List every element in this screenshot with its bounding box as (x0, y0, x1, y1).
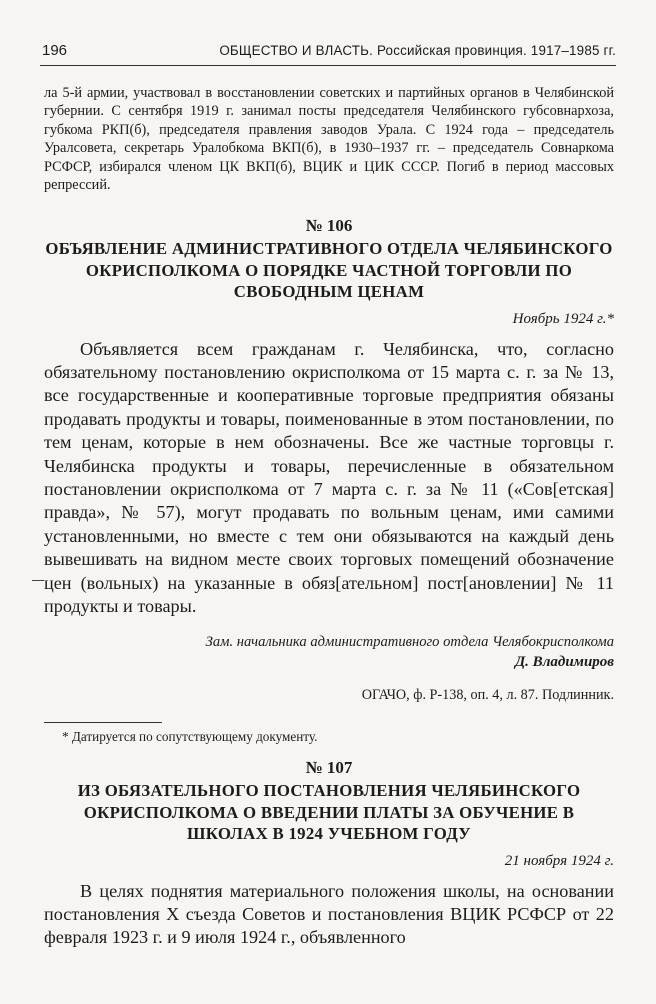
document-body: Объявляется всем гражданам г. Челябинска, что, согласно обязательному постановлению окрисполкома от 15 марта с. г. за № 13, все государственные и кооперативные торговые предприятия обязаны продавать продукты и товары, поименованные в этом постановлении, по тем ценам, которые в нем обозначены. Все же частные торговцы г. Челябинска продукты и товары, перечисленные в обязательном постановлении окрисполкома от 7 марта с. г. за № 11 («Сов[етская] правда», № 57), могут продавать по вольным ценам, ими самими установленными, но вместе с тем они обязываются на каждый день вывешивать на видном месте своих торговых помещений обозначение цен (вольных) на указанные в обяз[ательном] пост[ановлении] № 11 продукты и товары. (44, 338, 614, 616)
running-title: ОБЩЕСТВО И ВЛАСТЬ. Российская провинция. 1917–1985 гг. (219, 43, 616, 58)
document-body: В целях поднятия материального положения школы, на основании постановления X съезда Советов и постановления ВЦИК РСФСР от 22 февраля 1923 г. и 9 июля 1924 г., объявленного (44, 880, 614, 948)
document-date: 21 ноября 1924 г. (504, 852, 614, 869)
footnote-rule (44, 722, 162, 723)
document-107 (44, 758, 614, 950)
signature-post: Зам. начальника административного отдела Челябокрисполкома (205, 634, 614, 651)
document-title: ОБЪЯВЛЕНИЕ АДМИНИСТРАТИВНОГО ОТДЕЛА ЧЕЛЯБИНСКОГО ОКРИСПОЛКОМА О ПОРЯДКЕ ЧАСТНОЙ ТОРГОВЛИ ПО СВОБОДНЫМ ЦЕНАМ (45, 239, 613, 301)
document-title: ИЗ ОБЯЗАТЕЛЬНОГО ПОСТАНОВЛЕНИЯ ЧЕЛЯБИНСКОГО ОКРИСПОЛКОМА О ВВЕДЕНИИ ПЛАТЫ ЗА ОБУЧЕНИЕ В ШКОЛАХ В 1924 УЧЕБНОМ ГОДУ (77, 781, 581, 843)
signature-name: Д. Владимиров (514, 654, 614, 671)
document-number: № 106 (305, 216, 353, 235)
document-106 (44, 216, 614, 745)
header-rule (40, 65, 616, 66)
footnote: * Датируется по сопутствующему документу. (62, 729, 318, 745)
document-date: Ноябрь 1924 г.* (512, 310, 614, 327)
page-number: 196 (42, 42, 68, 59)
intro-paragraph: ла 5-й армии, участвовал в восстановлении советских и партийных органов в Челябинской губернии. С сентября 1919 г. занимал посты председателя Челябинского губсовнархоза, губкома РКП(б), председателя правления заводов Урала. С 1924 года – председатель Уралсовета, секретарь Уралобкома ВКП(б), в 1930–1937 гг. – председатель Совнаркома РСФСР, избирался членом ЦК ВКП(б), ВЦИК и ЦИК СССР. Погиб в период массовых репрессий. (44, 85, 614, 194)
margin-mark (32, 580, 44, 581)
document-number: № 107 (305, 758, 353, 777)
archive-reference: ОГАЧО, ф. Р-138, оп. 4, л. 87. Подлинник. (361, 687, 614, 704)
page-header (40, 40, 616, 66)
